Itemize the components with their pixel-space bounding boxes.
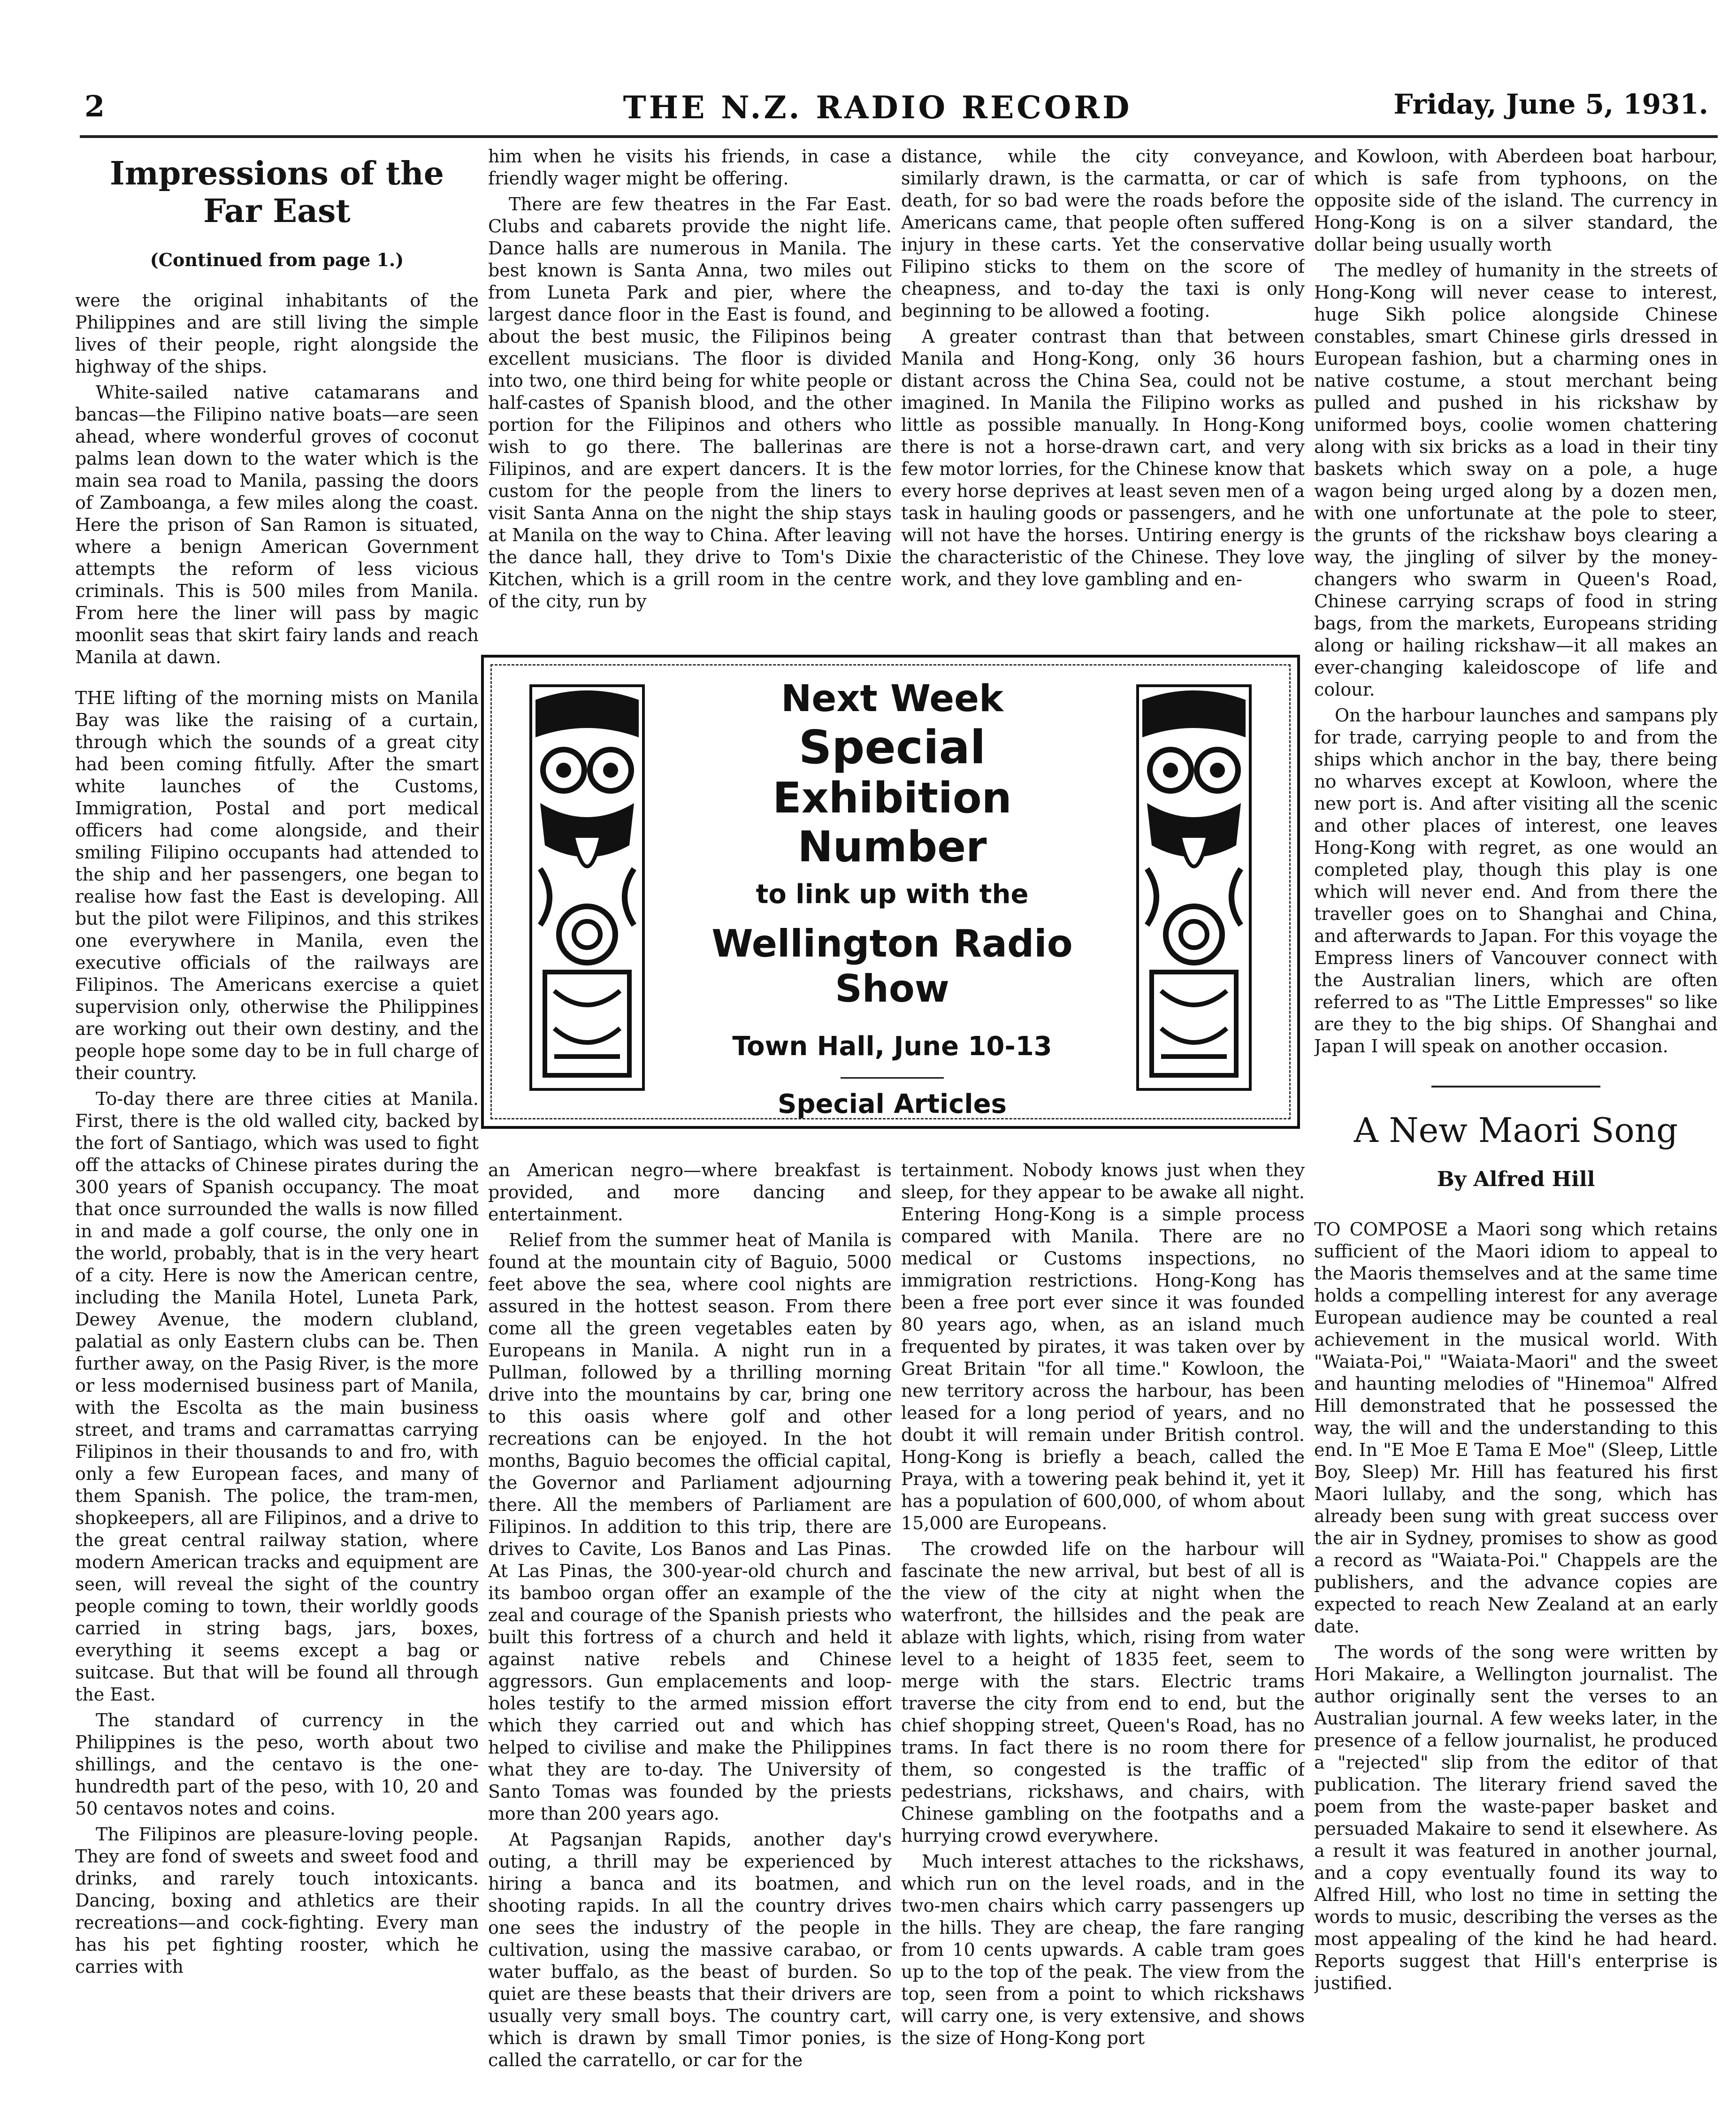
maori-song-title: A New Maori Song [1354, 1111, 1678, 1150]
paragraph: Much interest attaches to the rickshaws, which run on the level roads, and in the two-men chairs which carry passengers up the hills. They are cheap, the fare ranging from 10 cents upwards. A cable tram goes up to the top of the peak. The view from the top, seen from a point to which rickshaws will carry one, is very extensive, and shows the size of Hong-Kong port [901, 1851, 1305, 2048]
paragraph: There are few theatres in the Far East. Clubs and cabarets provide the night life. Dance halls are numerous in Manila. The best known is Santa Anna, two miles out from Luneta Park and pier, where the largest dance floor in the East is found, and about the best music, the Filipinos being excellent musicians. The floor is divided into two, one third being for white people or half-castes of Spanish blood, and the other portion for the Filipinos and others who wish to go there. The ballerinas are Filipinos, and are expert dancers. It is the custom for the people from the liners to visit Santa Anna on the night the ship stays at Manila on the way to China. After leaving the dance hall, they drive to Tom's Dixie Kitchen, which is a grill room in the centre of the city, run by [488, 194, 892, 612]
issue-date: Friday, June 5, 1931. [1393, 88, 1708, 120]
advert-special: Special [798, 721, 986, 774]
paragraph: A greater contrast than that between Manila and Hong-Kong, only 36 hours distant across the China Sea, could not be imagined. In Manila the Filipino works as little as possible manually. In Hong-Kong there is not a horse-drawn cart, and very few motor lorries, for the Chinese know that every horse deprives at least seven men of a task in hauling goods or passengers, and he will not have the horses. Untiring energy is the characteristic of the Chinese. They love work, and they love gambling and en- [901, 326, 1305, 590]
paragraph: an American negro—where breakfast is provided, and more dancing and entertainment. [488, 1160, 892, 1225]
paragraph: White-sailed native catamarans and bancas—the Filipino native boats—are seen ahead, where wonderful groves of coconut palms lean down to the water which is the main sea road to Manila, passing the doors of Zamboanga, a few miles along the coast. Here the prison of San Ramon is situated, where a benign American Government attempts the reform of less vicious criminals. This is 500 miles from Manila. From here the liner will pass by magic moonlit seas that skirt fairy lands and reach Manila at dawn. [75, 382, 479, 667]
paragraph: The Filipinos are pleasure-loving people. They are fond of sweets and sweet food and drinks, and rarely touch intoxicants. Dancing, boxing and athletics are their recreations—and cock-fighting. Every man has his pet fighting rooster, which he carries with [75, 1824, 479, 1977]
advert-exhibition-number: Exhibition Number [772, 774, 1012, 872]
maori-carving-left-image [521, 681, 653, 1094]
paragraph: and Kowloon, with Aberdeen boat harbour, which is safe from typhoons, on the opposite side of the island. The currency in Hong-Kong is on a silver standard, the dollar being usually worth [1314, 146, 1718, 255]
paragraph: The medley of humanity in the streets of Hong-Kong will never cease to interest, huge Sikh police alongside Chinese constables, smart Chinese girls dressed in European fashion, but a charming ones in native costume, a stout merchant being pulled and pushed in his rickshaw by uniformed boys, coolie women chattering along with six bricks as a load in their tiny baskets which sway on a pole, a huge wagon being urged along by a dozen men, with one unfortunate at the pole to steer, the grunts of the rickshaw boys clearing a way, the jingling of silver by the money-changers who swarm in Queen's Road, Chinese carrying scraps of food in string bags, from the markets, Europeans striding along or hailing rickshaw—it all makes an ever-changing kaleidoscope of life and colour. [1314, 260, 1718, 700]
paragraph: The words of the song were written by Hori Makaire, a Wellington journalist. The author originally sent the verses to an Australian journal. A few weeks later, in the presence of a fellow journalist, he produced a "rejected" slip from the editor of that publication. The literary friend saved the poem from the waste-paper basket and persuaded Makaire to send it elsewhere. As a result it was featured in another journal, and a copy eventually found its way to Alfred Hill, who lost no time in setting the words to music, describing the verses as the most appealing of the kind he had heard. Reports suggest that Hill's enterprise is justified. [1314, 1642, 1718, 1993]
article-title: Impressions of the Far East [110, 155, 444, 230]
column-4 [1314, 146, 1718, 2103]
byline: By Alfred Hill [1437, 1167, 1595, 1191]
advert-link-up: to link up with the [756, 879, 1029, 910]
paragraph: THE lifting of the morning mists on Manila Bay was like the raising of a curtain, through which the sounds of a great city had been coming fitfully. After the smart white launches of the Customs, Immigration, Postal and port medical officers had come alongside, and their smiling Filipino occupants had attended to the ship and her passengers, one began to realise how fast the East is developing. All but the pilot were Filipinos, and this strikes one everywhere in Manila, even the executive officials of the railways are Filipinos. The Americans exercise a quiet supervision only, otherwise the Philippines are working out their own destiny, and the people hope some day to be in full charge of their country. [75, 688, 479, 1083]
exhibition-advert [481, 655, 1300, 1129]
header-rule [80, 135, 1718, 138]
advert-special-articles: Special Articles [778, 1089, 1007, 1119]
section-divider [1431, 1086, 1600, 1088]
advert-next-week: Next Week [781, 678, 1003, 720]
column-2-top [488, 146, 892, 652]
paragraph: TO COMPOSE a Maori song which retains sufficient of the Maori idiom to appeal to the Maoris themselves and at the same time holds a compelling interest for any average European audience may be counted a real achievement in the musical world. With "Waiata-Poi," "Waiata-Maori" and the sweet and haunting melodies of "Hinemoa" Alfred Hill demonstrated that he possessed the way, the will and the understanding to this end. In "E Moe E Tama E Moe" (Sleep, Little Boy, Sleep) Mr. Hill has featured his first Maori lullaby, and the song, which has already been sung with great success over the air in Sydney, promises to show as good a record as "Waiata-Poi." Chappels are the publishers, and the advance copies are expected to reach New Zealand at an early date. [1314, 1219, 1718, 1637]
continued-note: (Continued from page 1.) [150, 249, 404, 270]
advert-show: Show [835, 967, 949, 1011]
column-3-top [901, 146, 1305, 652]
paragraph: distance, while the city conveyance, similarly drawn, is the carmatta, or car of death, for so bad were the roads before the Americans came, that people often suffered injury in these carts. Yet the conservative Filipino sticks to them on the score of cheapness, and to-day the taxi is only beginning to be allowed a footing. [901, 146, 1305, 321]
column-3-bottom [901, 1159, 1305, 2103]
paragraph: The standard of currency in the Philippines is the peso, worth about two shillings, and the centavo is the one-hundredth part of the peso, with 10, 20 and 50 centavos notes and coins. [75, 1710, 479, 1819]
masthead: THE N.Z. RADIO RECORD [623, 89, 1132, 126]
paragraph: To-day there are three cities at Manila. First, there is the old walled city, backed by the fort of Santiago, which was used to fight off the attacks of Chinese pirates during the 300 years of Spanish occupancy. The moat that once surrounded the walls is now filled in and made a golf course, the only one in the world, probably, that is in the very heart of a city. Here is now the American centre, including the Manila Hotel, Luneta Park, Dewey Avenue, the modern clubland, palatial as only Eastern clubs can be. Then further away, on the Pasig River, is the more or less modernised business part of Manila, with the Escolta as the main business street, and trams and carramattas carrying Filipinos in their thousands to and fro, with only a few European faces, and many of them Spanish. The police, the tram-men, shopkeepers, all are Filipinos, and a drive to the great central railway station, where modern American tracks and equipment are seen, will reveal the sight of the country people coming to town, their worldly goods carried in string bags, jars, boxes, everything it seems except a bag or suitcase. But that will be found all through the East. [75, 1088, 479, 1705]
maori-carving-right-image [1128, 681, 1260, 1094]
advert-wellington-radio: Wellington Radio [711, 922, 1073, 965]
page-number: 2 [84, 89, 105, 123]
paragraph: were the original inhabitants of the Philippines and are still living the simple lives of their people, right alongside the highway of the ships. [75, 290, 479, 377]
page-header [0, 0, 1736, 141]
advert-town-hall: Town Hall, June 10-13 [732, 1031, 1052, 1062]
column-1 [75, 146, 479, 2103]
paragraph: On the harbour launches and sampans ply for trade, carrying people to and from the ships which anchor in the bay, there being no wharves except at Kowloon, where the new port is. And after visiting all the scenic and other places of interest, one leaves Hong-Kong with regret, as one would an completed play, though this play is one which will never end. And from there the traveller goes on to Shanghai and China, and afterwards to Japan. For this voyage the Empress liners of Vancouver connect with the Australian liners, which are often referred to as "The Little Empresses" so like are they to the big ships. Of Shanghai and Japan I will speak on another occasion. [1314, 705, 1718, 1057]
paragraph: The crowded life on the harbour will fascinate the new arrival, but best of all is the view of the city at night when the waterfront, the hillsides and the peak are ablaze with lights, which, rising from water level to a height of 1835 feet, seem to merge with the stars. Electric trams traverse the city from end to end, but the chief shopping street, Queen's Road, has no trams. In fact there is no room there for them, so congested is the traffic of pedestrians, rickshaws, and chairs, with Chinese gambling on the footpaths and a hurrying crowd everywhere. [901, 1539, 1305, 1846]
column-2-bottom [488, 1159, 892, 2103]
advert-text [681, 672, 1103, 1121]
paragraph: tertainment. Nobody knows just when they sleep, for they appear to be awake all night. Entering Hong-Kong is a simple process compared with Manila. There are no medical or Customs inspections, no immigration restrictions. Hong-Kong has been a free port ever since it was founded 80 years ago, when, as an island much frequented by pirates, it was taken over by Great Britain "for all time." Kowloon, the new territory across the harbour, has been leased for a long period of years, and no doubt it will remain under British control. Hong-Kong is briefly a beach, called the Praya, with a towering peak behind it, yet it has a population of 600,000, of whom about 15,000 are Europeans. [901, 1160, 1305, 1533]
paragraph: At Pagsanjan Rapids, another day's outing, a thrill may be experienced by hiring a banca and its boatmen, and shooting rapids. In all the country drives one sees the industry of the people in cultivation, using the massive carabao, or water buffalo, as the beast of burden. So quiet are these beasts that their drivers are usually very small boys. The country cart, which is drawn by small Timor ponies, is called the carratello, or car for the [488, 1829, 892, 2070]
paragraph: Relief from the summer heat of Manila is found at the mountain city of Baguio, 5000 feet above the sea, where cool nights are assured in the hottest season. From there come all the green vegetables eaten by Europeans in Manila. A night run in a Pullman, followed by a thrilling morning drive into the mountains by car, bring one to this oasis where golf and other recreations can be enjoyed. In the hot months, Baguio becomes the official capital, the Governor and Parliament adjourning there. All the members of Parliament are Filipinos. In addition to this trip, there are drives to Cavite, Los Banos and Las Pinas. At Las Pinas, the 300-year-old church and its bamboo organ offer an example of the zeal and courage of the Spanish priests who built this fortress of a church and held it against native rebels and Chinese aggressors. Gun emplacements and loop-holes testify to the armed mission effort which they carried out and which has helped to civilise and make the Philippines what they are to-day. The University of Santo Tomas was founded by the priests more than 200 years ago. [488, 1230, 892, 1824]
advert-rule [841, 1077, 944, 1079]
paragraph: him when he visits his friends, in case a friendly wager might be offering. [488, 146, 892, 189]
